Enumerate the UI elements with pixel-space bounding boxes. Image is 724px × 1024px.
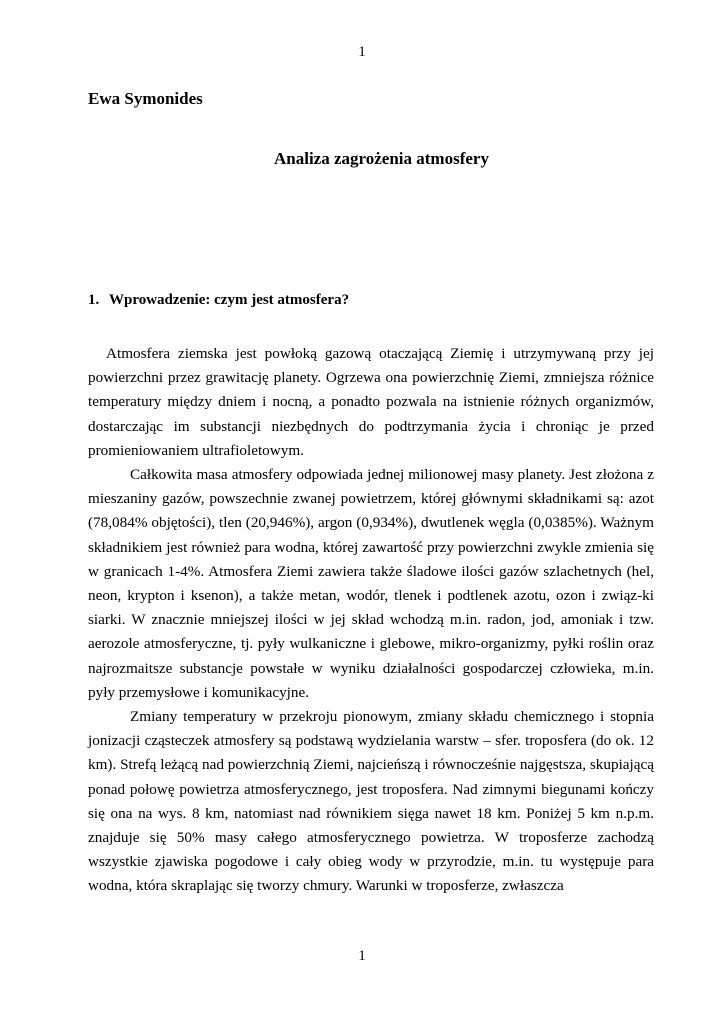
section-number: 1.	[88, 292, 100, 308]
header-page-number: 1	[358, 44, 366, 60]
document-title: Analiza zagrożenia atmosfery	[274, 149, 489, 168]
body-text	[88, 342, 654, 899]
section-title: Wprowadzenie: czym jest atmosfera?	[109, 292, 350, 308]
paragraph: Atmosfera ziemska jest powłoką gazową otaczającą Ziemię i utrzymywaną przy jej powierzchni przez grawitację planety. Ogrzewa ona powierzchnię Ziemi, zmniejsza różnice temperatury między dniem i nocną, a ponadto pozwala na istnienie różnych organizmów, dostarczając im substancji niezbędnych do podtrzymania życia i chroniąc je przed promieniowaniem ultrafioletowym.	[88, 345, 654, 459]
paragraph: Zmiany temperatury w przekroju pionowym, zmiany składu chemicznego i stopnia jonizacji cząsteczek atmosfery są podstawą wydzielania warstw – sfer. troposfera (do ok. 12 km). Strefą leżącą nad powierzchnią Ziemi, najcieńszą i równocześnie najgęstsza, skupiającą ponad połowę powietrza atmosferycznego, jest troposfera. Nad zimnymi biegunami kończy się ona na wys. 8 km, natomiast nad równikiem sięga nawet 18 km. Poniżej 5 km n.p.m. znajduje się 50% masy całego atmosferycznego powietrza. W troposferze zachodzą wszystkie zjawiska pogodowe i cały obieg wody w przyrodzie, m.in. tu występuje para wodna, która skraplając się tworzy chmury. Warunki w troposferze, zwłaszcza	[88, 708, 654, 895]
paragraph: Całkowita masa atmosfery odpowiada jednej milionowej masy planety. Jest złożona z mieszaniny gazów, powszechnie zwanej powietrzem, której głównymi składnikami są: azot (78,084% objętości), tlen (20,946%), argon (0,934%), dwutlenek węgla (0,0385%). Ważnym składnikiem jest również para wodna, której zawartość przy powierzchni zwykle zmienia się w granicach 1-4%. Atmosfera Ziemi zawiera także śladowe ilości gazów szlachetnych (hel, neon, krypton i ksenon), a także metan, wodór, tlenek i podtlenek azotu, ozon i związ-ki siarki. W znacznie mniejszej ilości w jej skład wchodzą m.in. radon, jod, amoniak i tzw. aerozole atmosferyczne, tj. pyły wulkaniczne i glebowe, mikro-organizmy, pyłki roślin oraz najrozmaitsze substancje powstałe w wyniku działalności gospodarczej człowieka, m.in. pyły przemysłowe i komunikacyjne.	[88, 466, 654, 701]
footer-page-number: 1	[358, 948, 366, 964]
author-name: Ewa Symonides	[88, 89, 203, 108]
section-heading	[88, 290, 349, 310]
